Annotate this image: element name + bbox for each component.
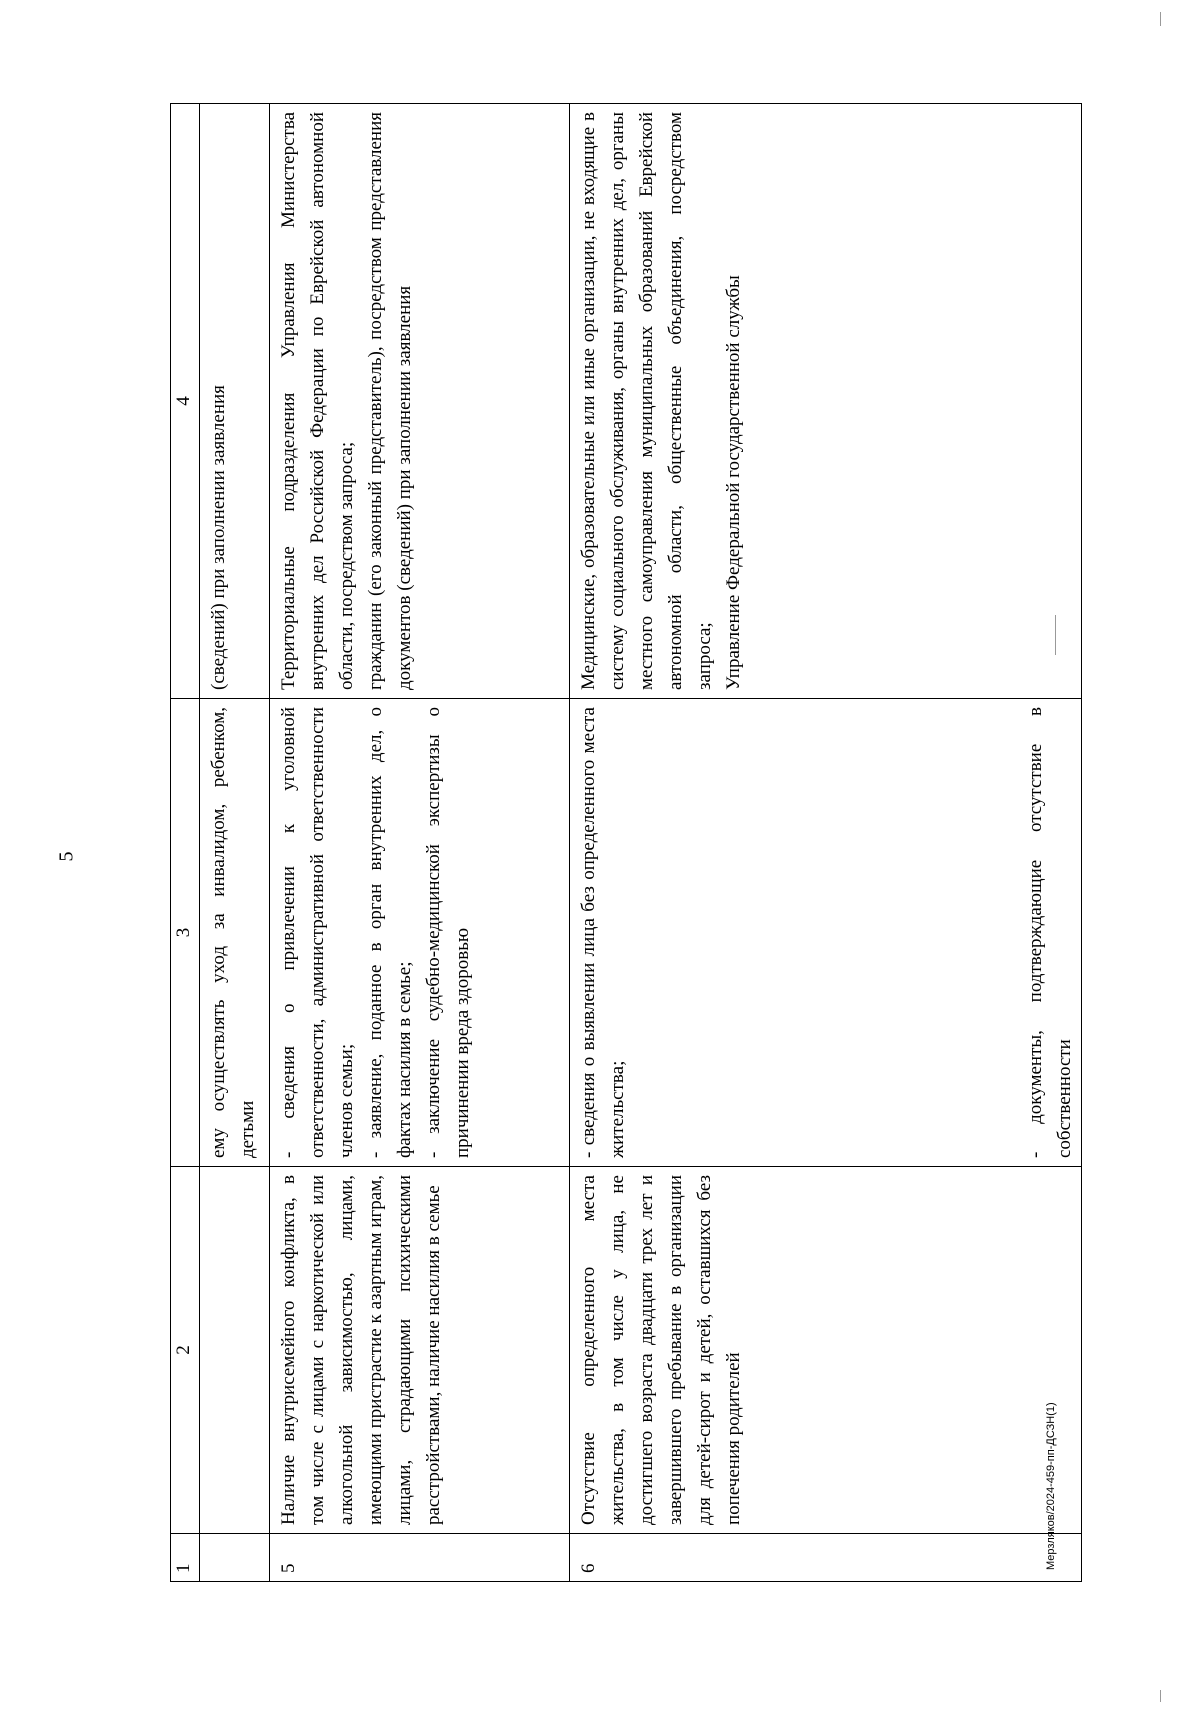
row-number-cell <box>200 1534 270 1582</box>
criterion-cell <box>200 1167 270 1534</box>
sources-cell <box>200 104 270 699</box>
table-row <box>270 104 570 1582</box>
documents-cell <box>570 699 1082 1167</box>
document-item: - заключение судебно-медицинской экспертизы о причинении вреда здоровью <box>423 707 473 1158</box>
source-item: (сведений) при заполнении заявления <box>208 385 229 690</box>
header-cell: 4 <box>171 104 200 699</box>
document-code: Мерзляков/2024-459-пп-ДСЗН(1) <box>1045 1402 1057 1570</box>
table-row <box>570 104 1082 1582</box>
header-cell: 1 <box>171 1534 200 1582</box>
documents-cell <box>200 699 270 1167</box>
document-item: ему осуществлять уход за инвалидом, ребенком, детьми <box>208 707 258 1158</box>
header-cell: 3 <box>171 699 200 1167</box>
sources-cell <box>570 104 1082 699</box>
document-item: - заявление, поданное в орган внутренних дел, о фактах насилия в семье; <box>365 707 415 1158</box>
table-header-row <box>171 104 200 1582</box>
source-item: Медицинские, образовательные или иные организации, не входящие в систему социального обслуживания, органы внутренних дел, органы местного самоуправления муниципальных образований Еврейской автономной области, общественные объединения, посредством запроса; <box>578 112 715 690</box>
row-number-cell: 5 <box>270 1534 570 1582</box>
header-cell: 2 <box>171 1167 200 1534</box>
source-item: Территориальные подразделения Управления Министерства внутренних дел Российской Федерации по Еврейской автономной области, посредством запроса; <box>278 112 357 690</box>
document-item: - сведения о выявлении лица без определенного места жительства; <box>578 707 628 1158</box>
scan-mark <box>1160 1690 1161 1702</box>
document-item: - документы, подтверждающие отсутствие в собственности <box>1025 707 1075 1158</box>
documents-cell <box>270 699 570 1167</box>
table-row <box>200 104 270 1582</box>
row-number-cell: 6 <box>570 1534 1082 1582</box>
source-item: Управление Федеральной государственной службы <box>723 275 744 690</box>
scan-mark <box>1160 12 1161 26</box>
page-number: 5 <box>55 851 78 862</box>
footer-code <box>1045 1402 1057 1571</box>
rotated-table-container <box>170 104 1082 1582</box>
criteria-table <box>170 103 1082 1582</box>
criterion-cell: Наличие внутрисемейного конфликта, в том числе с лицами с наркотической или алкогольной зависимостью, лицами, имеющими пристрастие к азартным играм, лицами, страдающими психическими расстройствами, наличие насилия в семье <box>270 1167 570 1534</box>
source-item: гражданин (его законный представитель), посредством представления документов (сведений) при заполнении заявления <box>365 112 415 690</box>
document-item: - сведения о привлечении к уголовной ответственности, административной ответственности членов семьи; <box>278 707 357 1158</box>
sources-cell <box>270 104 570 699</box>
criterion-cell: Отсутствие определенного места жительства, в том числе у лица, не достигшего возраста двадцати трех лет и завершившего пребывание в организации для детей-сирот и детей, оставшихся без попечения родителей <box>570 1167 1082 1534</box>
